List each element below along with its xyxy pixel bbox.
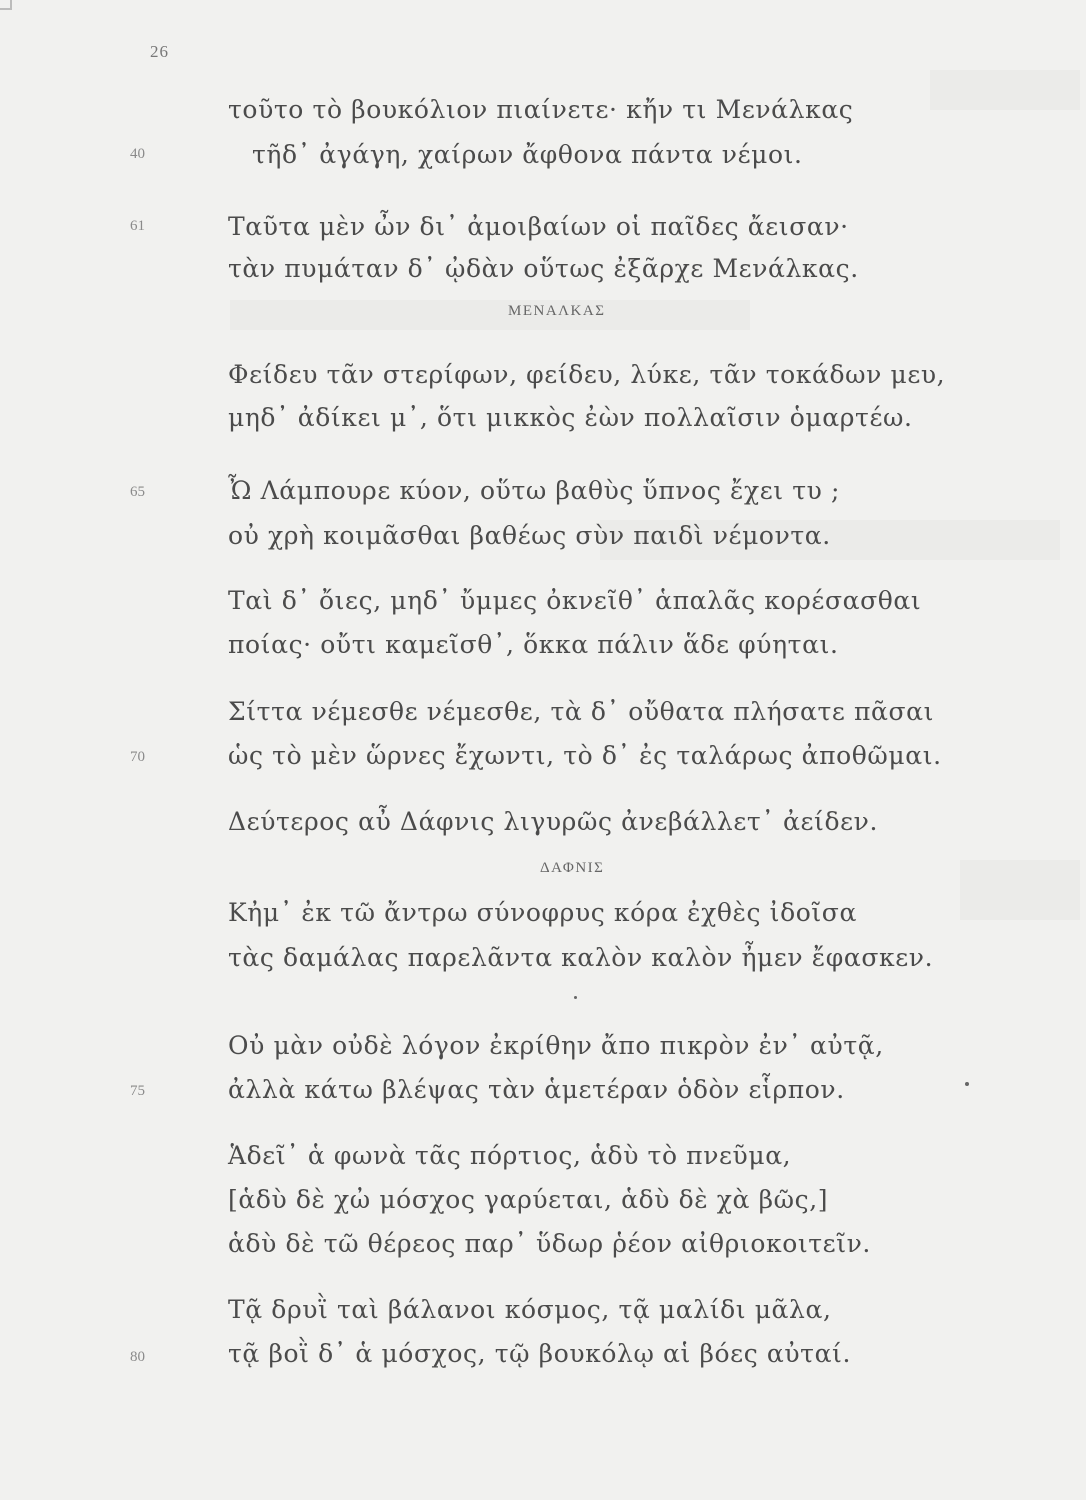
verse-line: οὐ χρὴ κοιμᾶσθαι βαθέως σὺν παιδὶ νέμοντα. [228, 521, 831, 550]
verse-line: μηδ᾽ ἀδίκει μ᾽, ὅτι μικκὸς ἐὼν πολλαῖσιν ὁμαρτέω. [228, 403, 913, 432]
verse-line: Τᾷ δρυῒ ταὶ βάλανοι κόσμος, τᾷ μαλίδι μᾶλα, [228, 1295, 832, 1324]
speaker-heading: ΔΑΦΝΙΣ [540, 860, 605, 876]
verse-line: Οὐ μὰν οὐδὲ λόγον ἐκρίθην ἄπο πικρὸν ἐν᾽ αὐτᾷ, [228, 1031, 884, 1060]
verse-line: τὰν πυμάταν δ᾽ ᾠδὰν οὕτως ἐξᾶρχε Μενάλκας. [228, 254, 859, 283]
verse-line: Ἁδεῖ᾽ ἁ φωνὰ τᾶς πόρτιος, ἁδὺ τὸ πνεῦμα, [228, 1141, 792, 1170]
verse-line: ποίας· οὔτι καμεῖσθ᾽, ὅκκα πάλιν ἅδε φύηται. [228, 630, 839, 659]
line-number: 61 [130, 218, 145, 234]
verse-line: Ὦ Λάμπουρε κύον, οὕτω βαθὺς ὕπνος ἔχει τυ ; [228, 476, 841, 505]
verse-line: τοῦτο τὸ βουκόλιον πιαίνετε· κἤν τι Μενάλκας [228, 95, 854, 124]
verse-line: Ταῦτα μὲν ὦν δι᾽ ἀμοιβαίων οἱ παῖδες ἄεισαν· [228, 212, 849, 241]
verse-line: Ταὶ δ᾽ ὄιες, μηδ᾽ ὔμμες ὀκνεῖθ᾽ ἁπαλᾶς κορέσασθαι [228, 586, 922, 615]
verse-line: τὰς δαμάλας παρελᾶντα καλὸν καλὸν ἦμεν ἔφασκεν. [228, 943, 934, 972]
show-through [930, 70, 1080, 110]
verse-line: [ἁδὺ δὲ χὠ μόσχος γαρύεται, ἁδὺ δὲ χὰ βῶς,] [228, 1185, 829, 1214]
stray-dot [574, 996, 577, 999]
line-number: 80 [130, 1349, 145, 1365]
verse-line: τᾷ βοῒ δ᾽ ἁ μόσχος, τῷ βουκόλῳ αἱ βόες αὐταί. [228, 1339, 851, 1368]
line-number: 40 [130, 146, 145, 162]
verse-line: ὡς τὸ μὲν ὥρνες ἔχωντι, τὸ δ᾽ ἐς ταλάρως ἀποθῶμαι. [228, 741, 942, 770]
verse-line: ἀλλὰ κάτω βλέψας τὰν ἁμετέραν ὁδὸν εἷρπον. [228, 1075, 845, 1104]
page-number: 26 [150, 42, 169, 61]
line-number: 65 [130, 484, 145, 500]
line-number: 70 [130, 749, 145, 765]
stray-dot [965, 1082, 969, 1086]
show-through [230, 300, 750, 330]
corner-mark [0, 0, 12, 10]
verse-line: Δεύτερος αὖ Δάφνις λιγυρῶς ἀνεβάλλετ᾽ ἀείδεν. [228, 807, 878, 836]
show-through [960, 860, 1080, 920]
verse-line: Σίττα νέμεσθε νέμεσθε, τὰ δ᾽ οὔθατα πλήσατε πᾶσαι [228, 697, 935, 726]
line-number: 75 [130, 1083, 145, 1099]
speaker-heading: ΜΕΝΑΛΚΑΣ [508, 303, 606, 319]
verse-line: Κἠμ᾽ ἐκ τῶ ἄντρω σύνοφρυς κόρα ἐχθὲς ἰδοῖσα [228, 898, 857, 927]
verse-line: ἁδὺ δὲ τῶ θέρεος παρ᾽ ὕδωρ ῥέον αἰθριοκοιτεῖν. [228, 1229, 871, 1258]
verse-line: Φείδευ τᾶν στερίφων, φείδευ, λύκε, τᾶν τοκάδων μευ, [228, 360, 946, 389]
verse-line: τῆδ᾽ ἀγάγη, χαίρων ἄφθονα πάντα νέμοι. [252, 140, 803, 169]
